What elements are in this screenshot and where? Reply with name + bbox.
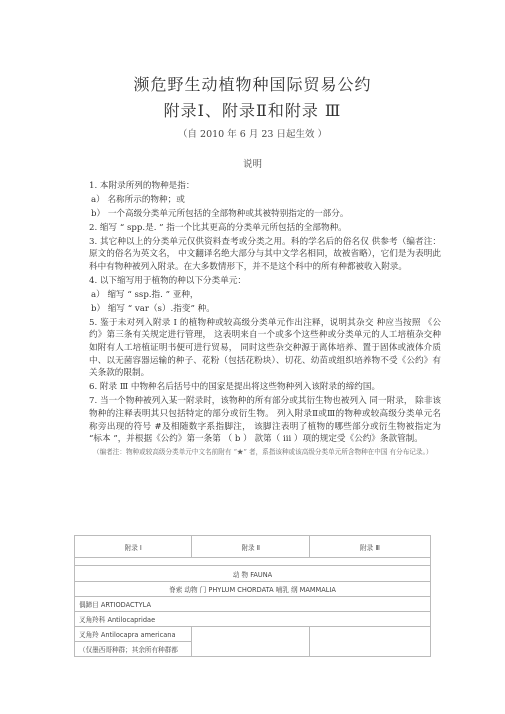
table-row <box>75 642 431 657</box>
paragraph: 6. 附录 Ⅲ 中物种名后括号中的国家是提出将这些物种列入该附录的缔约国。 <box>89 382 381 393</box>
paragraph: a） 缩写 “ ssp.指. ” 亚种， <box>91 289 199 300</box>
paragraph: b） 一个高级分类单元所包括的全部物种或其被特别指定的一部分。 <box>91 208 349 219</box>
table-row <box>75 566 431 582</box>
empty-cell <box>309 642 430 657</box>
section-heading: 说明 <box>242 159 262 170</box>
kingdom-cell: 动 物 FAUNA <box>75 566 431 582</box>
document-title: 濒危野生动植物种国际贸易公约 <box>133 75 372 94</box>
paragraph: 5. 鉴于未对列入附录 I 的植物种或较高级分类单元作出注释，说明其杂交 种应当按照 《公约》第三条有关规定进行管理， 这表明来自一个或多个这些种或分类单元的人工培植杂交种如附有人工培植证明书便可进行贸易， 同时这些杂交种源于离体培养、置于固体或液体介质中、以无菌容器运输的种子、花粉（包括花粉块）、切花、幼苗或组织培养物不受《公约》有关条款的限制。 <box>89 317 441 379</box>
effective-date: （自 2010 年 6 月 23 日起生效 ） <box>178 129 327 140</box>
column-header: 附录 Ⅱ <box>192 536 309 558</box>
empty-cell <box>309 627 430 642</box>
table-header-row <box>75 536 431 558</box>
table-row <box>75 627 431 642</box>
paragraph: 2. 缩写 “ spp.是. ” 指一个比其更高的分类单元所包括的全部物种。 <box>89 222 347 233</box>
paragraph: b） 缩写 “ var（s）.指变” 种。 <box>91 303 215 314</box>
phylum-cell: 脊索 动物 门 PHYLUM CHORDATA 哺乳 纲 MAMMALIA <box>75 582 431 597</box>
species-cell: 叉角羚 Antilocapra americana <box>75 627 192 642</box>
paragraph: a） 名称所示的物种；或 <box>91 194 185 205</box>
table-row <box>75 612 431 627</box>
paragraph: 7. 当一个物种被列入某一附录时，该物种的所有部分或其衍生物也被列入 同一附录， 除非该物种的注释表明其只包括特定的部分或衍生物。 列入附录Ⅱ或Ⅲ的物种或较高级分类单元名称旁出现的符号 #及相随数字系指脚注， 该脚注表明了植物的哪些部分或衍生物被指定为 “标本 ”，并根据《公约》第一条第 （ b ） 款第（ iii ）项的规定受《公约》条款管制。 <box>89 396 441 445</box>
table-row <box>75 597 431 612</box>
appendix-table <box>74 535 431 657</box>
document-subtitle: 附录Ⅰ、附录Ⅱ和附录 Ⅲ <box>163 101 342 120</box>
table-row <box>75 582 431 597</box>
body-text <box>89 180 441 458</box>
spacer-row <box>75 558 431 566</box>
column-header: 附录 Ⅲ <box>309 536 430 558</box>
species-note-cell: （仅墨西哥种群；其余所有种群都 <box>75 642 192 657</box>
column-header: 附录 Ⅰ <box>75 536 192 558</box>
order-cell: 偶蹄目 ARTIODACTYLA <box>75 597 431 612</box>
paragraph: 1. 本附录所列的物种是指： <box>89 181 195 191</box>
empty-cell <box>192 642 309 657</box>
editor-note: （编者注：物种或较高级分类单元中文名前附有 “★” 者，系指该种或该高级分类单元所含物种在中国 有分布记录。） <box>93 448 433 457</box>
family-cell: 叉角羚科 Antilocapridae <box>75 612 431 627</box>
paragraph: 4. 以下缩写用于植物的种以下分类单元： <box>89 275 247 286</box>
paragraph: 3. 其它种以上的分类单元仅供资料查考或分类之用。科的学名后的俗名仅 供参考（编者注：原文的俗名为英文名， 中文翻译名绝大部分与其中文学名相同，故被省略），它们是为表明此科中有物种被列入附录。在大多数情形下，并不是这个科中的所有种都被收入附录。 <box>89 236 441 272</box>
empty-cell <box>192 627 309 642</box>
